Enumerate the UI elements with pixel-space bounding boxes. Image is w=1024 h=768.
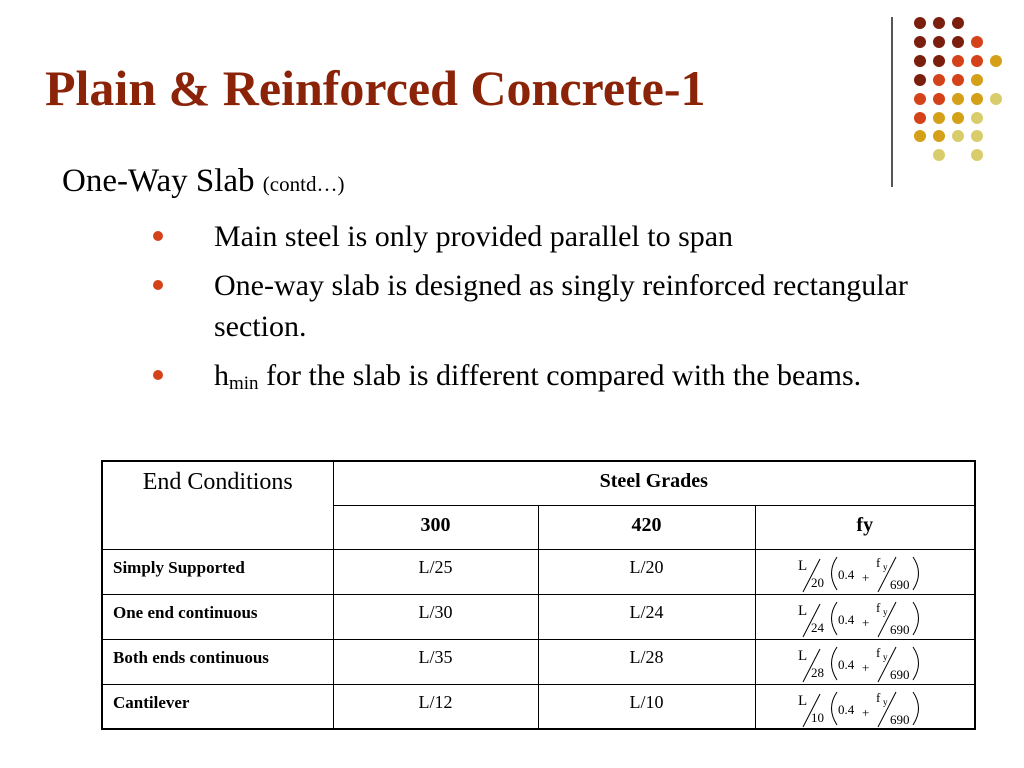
formula-f: f xyxy=(875,554,880,570)
fy-formula-cell xyxy=(755,684,975,729)
left-paren xyxy=(831,647,837,680)
formula-690: 690 xyxy=(889,621,909,637)
subtitle-text: One-Way Slab xyxy=(62,163,255,199)
formula-constant: 0.4 xyxy=(837,611,854,627)
formula-plus: + xyxy=(861,704,869,720)
end-condition-label: Simply Supported xyxy=(102,549,333,594)
formula-constant: 0.4 xyxy=(837,701,854,717)
formula-constant: 0.4 xyxy=(837,656,854,672)
dot-row-1 xyxy=(914,17,964,29)
bullet-item xyxy=(150,355,940,396)
right-paren xyxy=(913,692,919,725)
header-steel-grades: Steel Grades xyxy=(333,461,975,505)
bullet-dot-icon xyxy=(153,280,163,290)
table-row xyxy=(102,684,975,729)
fy-formula xyxy=(794,552,924,594)
formula-constant: 0.4 xyxy=(837,566,854,582)
grade-420-value: L/24 xyxy=(538,594,755,639)
bullet-text: for the slab is different compared with the beams. xyxy=(258,359,862,392)
dot-row-4 xyxy=(914,74,983,86)
grade-300-value: L/25 xyxy=(333,549,538,594)
table-row xyxy=(102,594,975,639)
end-condition-label: Cantilever xyxy=(102,684,333,729)
formula-L: L xyxy=(797,647,807,664)
dot-row-8 xyxy=(933,149,983,161)
bullet-item xyxy=(150,216,940,257)
dot-row-7 xyxy=(914,130,983,142)
table-row xyxy=(102,639,975,684)
fy-formula-cell xyxy=(755,549,975,594)
left-paren xyxy=(831,692,837,725)
formula-plus: + xyxy=(861,614,869,630)
formula-divisor: 28 xyxy=(810,664,824,680)
formula-L: L xyxy=(797,557,807,574)
fy-formula-cell xyxy=(755,594,975,639)
formula-plus: + xyxy=(861,569,869,585)
bullet-subscript: min xyxy=(229,373,259,394)
right-paren xyxy=(913,602,919,635)
formula-y: y xyxy=(882,606,887,617)
formula-f: f xyxy=(875,689,880,705)
fy-formula-cell xyxy=(755,639,975,684)
formula-690: 690 xyxy=(889,711,909,727)
formula-y: y xyxy=(882,696,887,707)
bullet-dot-icon xyxy=(153,231,163,241)
bullet-dot-icon xyxy=(153,370,163,380)
vertical-divider xyxy=(891,17,893,187)
grade-300-value: L/30 xyxy=(333,594,538,639)
formula-divisor: 10 xyxy=(810,709,824,725)
end-condition-label: Both ends continuous xyxy=(102,639,333,684)
grade-420-value: L/20 xyxy=(538,549,755,594)
formula-plus: + xyxy=(861,659,869,675)
table-row xyxy=(102,549,975,594)
end-condition-label: One end continuous xyxy=(102,594,333,639)
formula-divisor: 24 xyxy=(810,619,824,635)
grade-420-value: L/10 xyxy=(538,684,755,729)
right-paren xyxy=(913,647,919,680)
header-grade-420: 420 xyxy=(538,505,755,549)
right-paren xyxy=(913,557,919,590)
header-grade-fy: fy xyxy=(755,505,975,549)
fy-formula xyxy=(794,597,924,639)
header-grade-300: 300 xyxy=(333,505,538,549)
dot-row-3 xyxy=(914,55,1002,67)
formula-f: f xyxy=(875,644,880,660)
formula-f: f xyxy=(875,599,880,615)
slab-thickness-table xyxy=(101,460,976,730)
formula-690: 690 xyxy=(889,576,909,592)
grade-300-value: L/12 xyxy=(333,684,538,729)
slide-title: Plain & Reinforced Concrete-1 xyxy=(45,60,706,116)
bullet-list xyxy=(150,216,940,404)
grade-300-value: L/35 xyxy=(333,639,538,684)
header-end-conditions: End Conditions xyxy=(102,461,333,549)
bullet-prefix: h xyxy=(214,359,229,392)
bullet-text: Main steel is only provided parallel to span xyxy=(214,220,734,253)
dot-row-2 xyxy=(914,36,983,48)
fy-formula xyxy=(794,687,924,729)
dot-row-6 xyxy=(914,112,983,124)
bullet-item xyxy=(150,265,940,347)
formula-690: 690 xyxy=(889,666,909,682)
subtitle-note: (contd…) xyxy=(262,172,345,196)
left-paren xyxy=(831,602,837,635)
formula-L: L xyxy=(797,692,807,709)
formula-y: y xyxy=(882,561,887,572)
grade-420-value: L/28 xyxy=(538,639,755,684)
slide-subtitle xyxy=(62,162,344,202)
bullet-text: One-way slab is designed as singly reinforced rectangular section. xyxy=(214,269,908,343)
formula-L: L xyxy=(797,602,807,619)
formula-divisor: 20 xyxy=(810,574,824,590)
dot-row-5 xyxy=(914,93,1002,105)
fy-formula xyxy=(794,642,924,684)
left-paren xyxy=(831,557,837,590)
formula-y: y xyxy=(882,651,887,662)
